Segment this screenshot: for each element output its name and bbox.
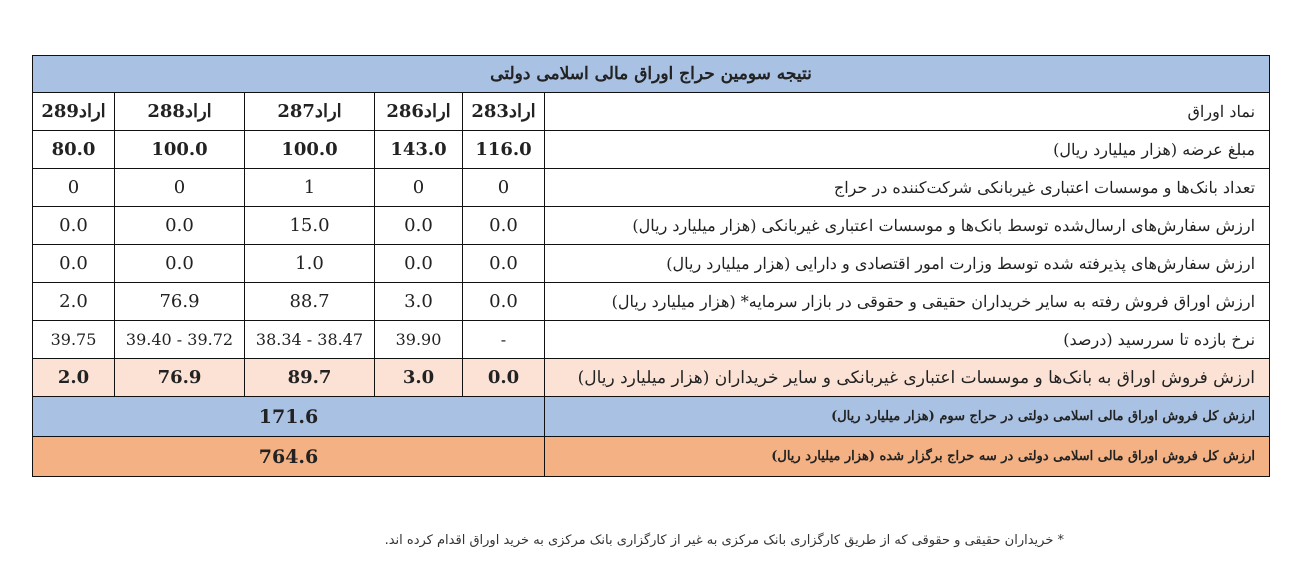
total-third-label: ارزش کل فروش اوراق مالی اسلامی دولتی در حراج سوم (هزار میلیارد ریال) — [545, 397, 1270, 437]
table-cell: 80.0 — [33, 131, 115, 169]
table-cell: 0.0 — [375, 207, 463, 245]
table-cell: 0 — [463, 169, 545, 207]
table-cell: 0.0 — [463, 207, 545, 245]
table-cell: اراد289 — [33, 93, 115, 131]
table-row — [33, 359, 1270, 397]
table-cell: 0.0 — [33, 245, 115, 283]
table-row — [33, 321, 1270, 359]
row-label: ارزش فروش اوراق به بانک‌ها و موسسات اعتباری غیربانکی و سایر خریداران (هزار میلیارد ریال) — [545, 359, 1270, 397]
table-cell: 15.0 — [245, 207, 375, 245]
table-cell: 0.0 — [463, 283, 545, 321]
table-cell: 76.9 — [115, 359, 245, 397]
table-cell: 116.0 — [463, 131, 545, 169]
row-label: مبلغ عرضه (هزار میلیارد ریال) — [545, 131, 1270, 169]
table-cell: اراد287 — [245, 93, 375, 131]
table-cell: 0 — [375, 169, 463, 207]
row-label: نماد اوراق — [545, 93, 1270, 131]
table-cell: 0.0 — [463, 359, 545, 397]
table-cell: 1.0 — [245, 245, 375, 283]
table-row — [33, 131, 1270, 169]
table-cell: 3.0 — [375, 359, 463, 397]
auction-results-table-container — [32, 55, 1269, 477]
table-row — [33, 93, 1270, 131]
total-third-row — [33, 397, 1270, 437]
table-cell: 89.7 — [245, 359, 375, 397]
row-label: ارزش سفارش‌های پذیرفته شده توسط وزارت امور اقتصادی و دارایی (هزار میلیارد ریال) — [545, 245, 1270, 283]
table-cell: 100.0 — [245, 131, 375, 169]
table-cell: 0.0 — [463, 245, 545, 283]
table-cell: 0 — [33, 169, 115, 207]
table-cell: اراد288 — [115, 93, 245, 131]
table-title-row — [33, 56, 1270, 93]
total-all-label: ارزش کل فروش اوراق مالی اسلامی دولتی در سه حراج برگزار شده (هزار میلیارد ریال) — [545, 437, 1270, 477]
table-cell: 0.0 — [115, 207, 245, 245]
row-label: تعداد بانک‌ها و موسسات اعتباری غیربانکی شرکت‌کننده در حراج — [545, 169, 1270, 207]
table-row — [33, 207, 1270, 245]
row-label: ارزش سفارش‌های ارسال‌شده توسط بانک‌ها و موسسات اعتباری غیربانکی (هزار میلیارد ریال) — [545, 207, 1270, 245]
table-cell: 143.0 — [375, 131, 463, 169]
footnote: * خریداران حقیقی و حقوقی که از طریق کارگزاری بانک مرکزی به غیر از کارگزاری بانک مرکزی به خرید اوراق اقدام کرده اند. — [384, 533, 1064, 548]
table-cell: 2.0 — [33, 359, 115, 397]
table-cell: 76.9 — [115, 283, 245, 321]
table-cell: 0 — [115, 169, 245, 207]
table-cell: 38.34 - 38.47 — [245, 321, 375, 359]
table-cell: 0.0 — [375, 245, 463, 283]
table-cell: 0.0 — [33, 207, 115, 245]
table-cell: اراد286 — [375, 93, 463, 131]
table-row — [33, 283, 1270, 321]
table-cell: 100.0 — [115, 131, 245, 169]
total-all-value: 764.6 — [33, 437, 545, 477]
table-cell: اراد283 — [463, 93, 545, 131]
table-title: نتیجه سومین حراج اوراق مالی اسلامی دولتی — [33, 56, 1270, 93]
table-row — [33, 169, 1270, 207]
table-cell: - — [463, 321, 545, 359]
table-cell: 39.40 - 39.72 — [115, 321, 245, 359]
auction-results-table — [32, 55, 1270, 477]
table-row — [33, 245, 1270, 283]
row-label: نرخ بازده تا سررسید (درصد) — [545, 321, 1270, 359]
total-all-row — [33, 437, 1270, 477]
table-cell: 3.0 — [375, 283, 463, 321]
table-cell: 0.0 — [115, 245, 245, 283]
table-cell: 1 — [245, 169, 375, 207]
table-cell: 39.90 — [375, 321, 463, 359]
table-cell: 2.0 — [33, 283, 115, 321]
row-label: ارزش اوراق فروش رفته به سایر خریداران حقیقی و حقوقی در بازار سرمایه* (هزار میلیارد ریال) — [545, 283, 1270, 321]
table-cell: 88.7 — [245, 283, 375, 321]
table-cell: 39.75 — [33, 321, 115, 359]
total-third-value: 171.6 — [33, 397, 545, 437]
